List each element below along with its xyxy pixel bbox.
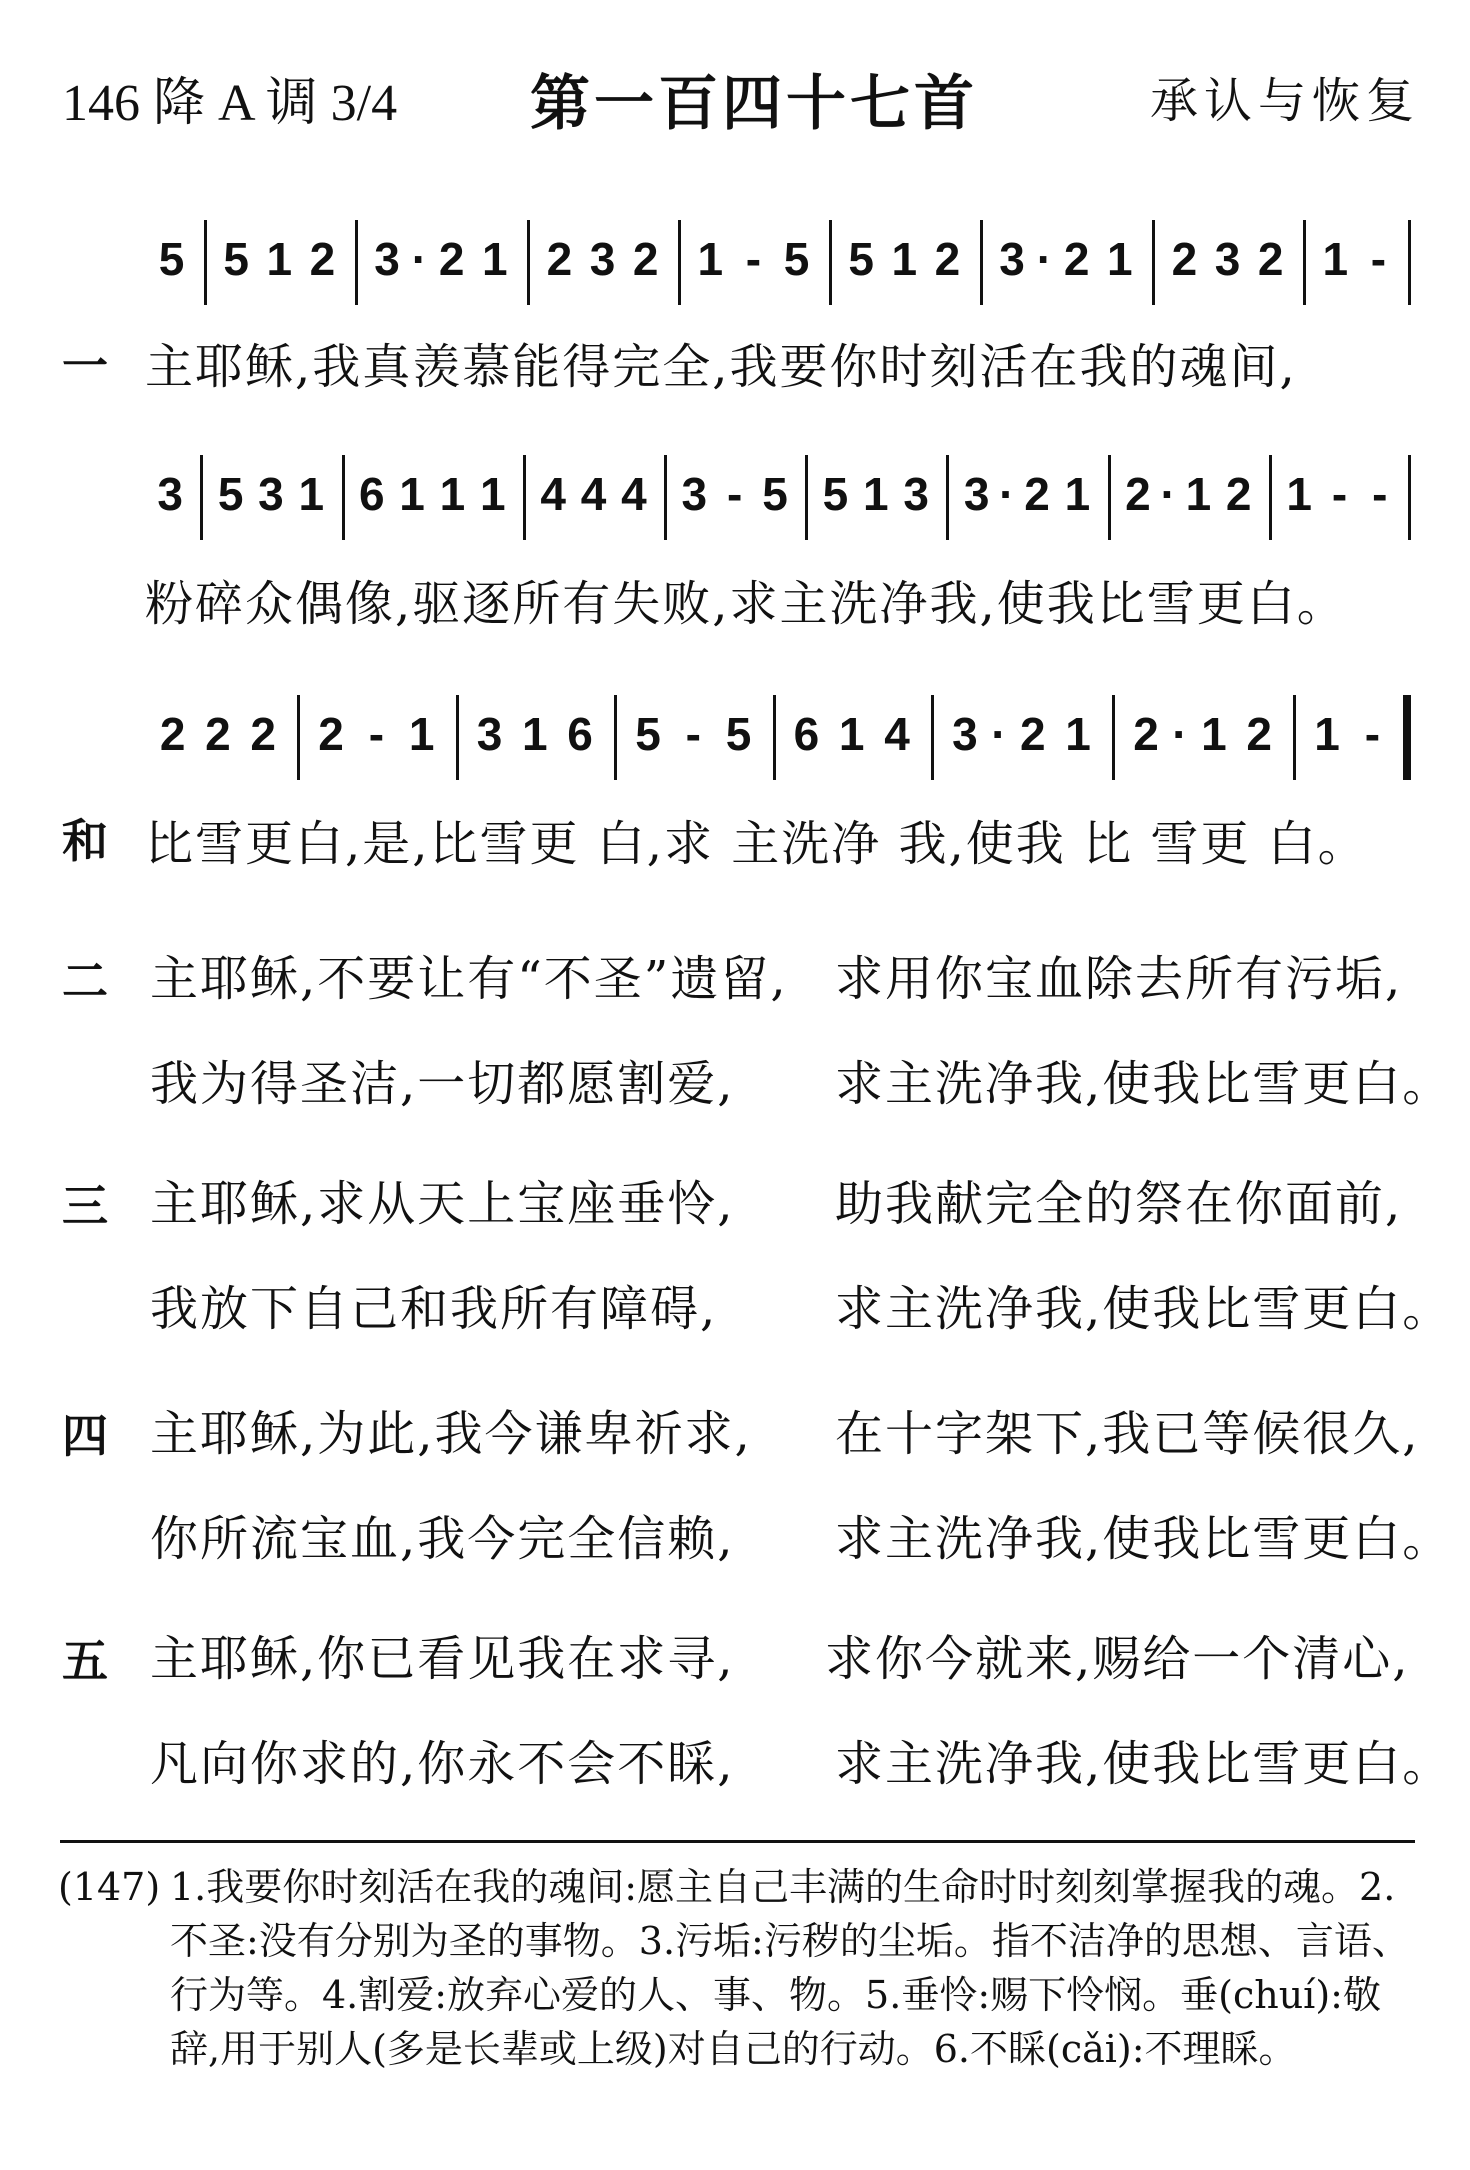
note: 4 [884,708,910,760]
note: 3 [1214,233,1241,285]
note: 5 [217,468,244,520]
measure-bar [931,695,934,780]
note: 2 [1257,233,1284,285]
note: 2 [1133,708,1159,760]
note: 1 [1286,468,1312,520]
note: 5 [635,708,661,760]
note: 3 [374,233,400,285]
note: 1 [439,468,466,520]
note: 1 [266,233,293,285]
note: 2 [1171,233,1198,285]
note: 3 [258,468,284,520]
note: 2 [1063,233,1090,285]
note: 1 [408,708,435,760]
measure-bar [980,220,983,305]
note: 4 [621,468,647,520]
note: 6 [567,708,593,760]
note-dash: - [368,708,385,760]
note: 5 [725,708,752,760]
note: 1 [1322,233,1349,285]
verse-2-line-2a: 我为得圣洁,一切都愿割爱, [150,1056,735,1112]
hymn-title: 第一百四十七首 [530,69,978,139]
note: 1 [298,468,325,520]
note: 2 [438,233,465,285]
note: 5 [223,233,249,285]
note: 1 [1064,468,1091,520]
note: 3 [952,708,978,760]
measure-bar [456,695,459,780]
verse-4-line-1b: 在十字架下,我已等候很久, [835,1406,1420,1462]
note: 3 [157,468,183,520]
note: 2 [1225,468,1252,520]
measure-bar [805,455,808,540]
verse-5-line-1b: 求你今就来,赐给一个清心, [825,1631,1410,1687]
measure-bar [355,220,358,305]
note: 3 [681,468,708,520]
measure-bar [523,455,526,540]
verse-5-line-1a: 主耶稣,你已看见我在求寻, [150,1631,735,1687]
note: 4 [580,468,607,520]
note-dot: · [999,468,1015,520]
verse-1-line-1: 主耶稣,我真羡慕能得完全,我要你时刻活在我的魂间, [145,339,1297,395]
measure-bar [773,695,776,780]
measure-bar [342,455,345,540]
measure-bar [1112,695,1115,780]
verse-4-line-2b: 求主洗净我,使我比雪更白。 [835,1511,1453,1567]
note: 1 [399,468,425,520]
note: 4 [540,468,567,520]
verse-3-line-2a: 我放下自己和我所有障碍, [150,1281,718,1337]
note: 5 [783,233,810,285]
note: 1 [1201,708,1227,760]
verse-3-line-1a: 主耶稣,求从天上宝座垂怜, [150,1176,735,1232]
verse-1-label: 一 [62,339,108,393]
note: 6 [358,468,385,520]
note: 2 [546,233,573,285]
note-dot: · [1172,708,1188,760]
note-dash: - [1364,708,1381,760]
note-dot: · [1160,468,1176,520]
note: 5 [822,468,849,520]
measure-bar [527,220,530,305]
verse-3-line-2b: 求主洗净我,使我比雪更白。 [835,1281,1453,1337]
verse-2-line-1a: 主耶稣,不要让有“不圣”遗留, [150,951,788,1007]
verse-5-label: 五 [62,1634,108,1688]
measure-bar [297,695,300,780]
note: 5 [848,233,874,285]
measure-bar [678,220,681,305]
note-dot: · [991,708,1007,760]
note: 1 [482,233,508,285]
note-dot: · [411,233,428,285]
note: 1 [1107,233,1133,285]
verse-5-line-2b: 求主洗净我,使我比雪更白。 [835,1736,1453,1792]
verse-5-line-2a: 凡向你求的,你永不会不睬, [150,1736,735,1792]
measure-bar [1152,220,1155,305]
line-end-bar [1408,220,1411,305]
note: 5 [158,233,185,285]
note: 1 [891,233,918,285]
note-dot: · [1036,233,1053,285]
final-barline [1403,695,1411,780]
note-dash: - [1331,468,1348,520]
measure-bar [1108,455,1111,540]
note: 2 [318,708,344,760]
note-dash: - [745,233,762,285]
verse-3-line-1b: 助我献完全的祭在你面前, [835,1176,1403,1232]
measure-bar [1303,220,1306,305]
verse-4-line-1a: 主耶稣,为此,我今谦卑祈求, [150,1406,752,1462]
measure-bar [200,455,203,540]
verse-3-label: 三 [62,1179,108,1233]
hymn-number-key: 146 降 A 调 3/4 [62,75,398,132]
note-dash: - [1372,468,1388,520]
measure-bar [204,220,207,305]
footnote-divider [60,1840,1415,1843]
chorus-label: 和 [62,814,108,868]
note: 3 [999,233,1025,285]
note: 3 [589,233,616,285]
note-dash: - [1370,233,1387,285]
chorus-line: 比雪更白,是,比雪更 白,求 主洗净 我,使我 比 雪更 白。 [145,816,1368,872]
footnote-text: 1.我要你时刻活在我的魂间:愿主自己丰满的生命时时刻刻掌握我的魂。2.不圣:没有分别为圣的事物。3.污垢:污秽的尘垢。指不洁净的思想、言语、行为等。4.割爱:放弃心爱的人、事、物。5.垂怜:赐下怜悯。垂(chuí):敬辞,用于别人(多是长辈或上级)对自己的行动。6.不睬(cǎi):不理睬。 [170,1865,1410,2071]
note: 1 [863,468,889,520]
verse-2-line-2b: 求主洗净我,使我比雪更白。 [835,1056,1453,1112]
line-end-bar [1408,455,1411,540]
measure-bar [1293,695,1296,780]
note-dash: - [727,468,743,520]
note: 1 [479,468,506,520]
note: 2 [1246,708,1272,760]
note: 3 [963,468,990,520]
note: 5 [762,468,788,520]
note: 2 [159,708,186,760]
note: 2 [632,233,659,285]
measure-bar [614,695,617,780]
note: 1 [1185,468,1212,520]
verse-4-label: 四 [62,1409,108,1463]
note: 2 [1125,468,1151,520]
note: 1 [1314,708,1340,760]
measure-bar [664,455,667,540]
measure-bar [1269,455,1272,540]
verse-2-line-1b: 求用你宝血除去所有污垢, [835,951,1403,1007]
note: 2 [205,708,231,760]
note: 2 [309,233,336,285]
note: 1 [697,233,724,285]
verse-1-line-2: 粉碎众偶像,驱逐所有失败,求主洗净我,使我比雪更白。 [145,576,1347,632]
note: 3 [903,468,929,520]
note: 2 [1020,708,1046,760]
hymn-theme: 承认与恢复 [1150,73,1421,129]
footnote-number: (147) [58,1865,161,1909]
measure-bar [829,220,832,305]
note: 2 [250,708,276,760]
note: 6 [793,708,820,760]
verse-4-line-2a: 你所流宝血,我今完全信赖, [150,1511,735,1567]
note-dash: - [685,708,701,760]
note: 2 [1024,468,1050,520]
note: 1 [522,708,548,760]
measure-bar [946,455,949,540]
note: 1 [838,708,865,760]
note: 2 [934,233,961,285]
verse-2-label: 二 [62,954,108,1008]
note: 1 [1065,708,1091,760]
note: 3 [476,708,503,760]
